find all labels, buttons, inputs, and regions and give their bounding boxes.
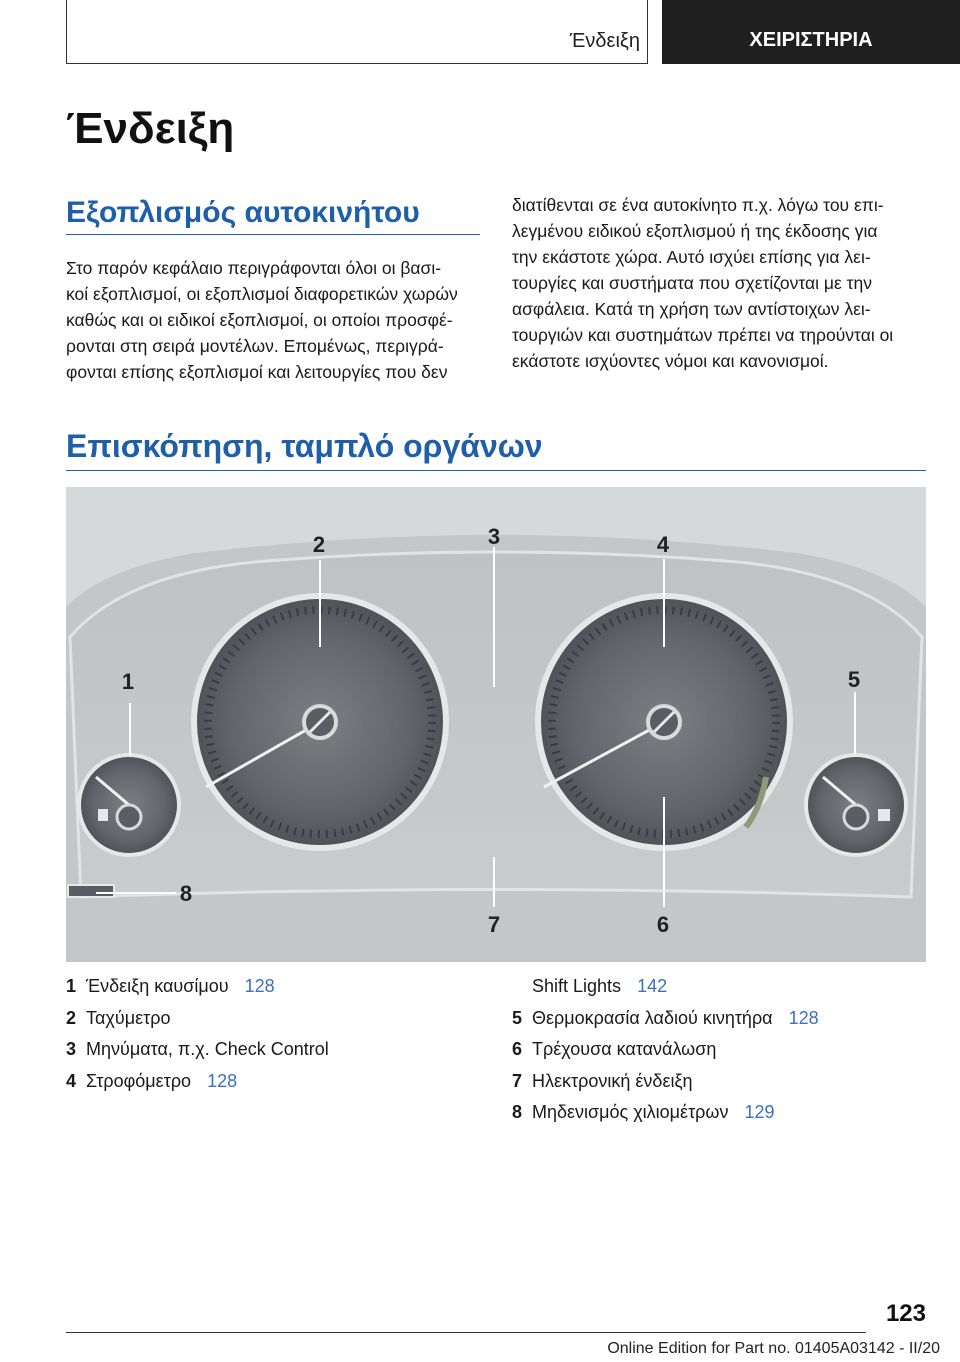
legend-item: 3 Μηνύματα, π.χ. Check Control bbox=[66, 1039, 329, 1060]
legend-item: 4 Στροφόμετρο 128 bbox=[66, 1070, 238, 1091]
header-chapter-tab[interactable]: ΧΕΙΡΙΣΤΗΡΙΑ bbox=[662, 0, 960, 64]
callout-6: 6 bbox=[656, 912, 670, 937]
legend-item: 7 Ηλεκτρονική ένδειξη bbox=[512, 1070, 693, 1091]
legend-right bbox=[512, 971, 819, 1129]
paragraph-col2: διατίθενται σε ένα αυτοκίνητο π.χ. λόγω του επι- λεγμένου ειδικού εξοπλισμού ή της έκδοσης για την εκάστοτε χώρα. Αυτό ισχύει επίσης για λει- τουργίες και συστήματα που σχετίζονται με την ασφάλεια. Κατά τη χρήση των αντίστοιχων λει- τουργιών και συστημάτων πρέπει να τηρούνται οι εκάστοτε ισχύοντες νόμοι και κανονισμοί. bbox=[512, 195, 894, 371]
legend-item: Shift Lights 142 bbox=[532, 976, 668, 997]
legend-item: 2 Ταχύμετρο bbox=[66, 1007, 171, 1028]
footer-rule bbox=[66, 1332, 866, 1333]
instrument-cluster-figure bbox=[66, 487, 926, 962]
section-rule bbox=[66, 470, 926, 471]
header-section-title: Ένδειξη bbox=[569, 30, 640, 52]
legend-item: 5 Θερμοκρασία λαδιού κινητήρα 128 bbox=[512, 1007, 819, 1028]
page-number: 123 bbox=[885, 1300, 926, 1327]
page-reference-link[interactable]: 142 bbox=[637, 976, 668, 997]
section-heading-overview: Επισκόπηση, ταμπλό οργάνων bbox=[66, 428, 543, 464]
callout-5: 5 bbox=[847, 667, 861, 692]
header-frame bbox=[66, 0, 648, 64]
callout-4: 4 bbox=[656, 532, 670, 557]
page-reference-link[interactable]: 128 bbox=[244, 976, 275, 997]
callout-8: 8 bbox=[179, 881, 193, 906]
instrument-cluster-illustration bbox=[66, 487, 926, 962]
fuel-gauge bbox=[79, 755, 179, 855]
page-reference-link[interactable]: 128 bbox=[788, 1007, 819, 1028]
footer-edition: Online Edition for Part no. 01405A03142 - II/20 bbox=[607, 1340, 940, 1357]
page-reference-link[interactable]: 128 bbox=[207, 1070, 238, 1091]
legend-item: 8 Μηδενισμός χιλιομέτρων 129 bbox=[512, 1102, 775, 1123]
legend-left bbox=[66, 971, 329, 1097]
section-rule bbox=[66, 234, 480, 235]
callout-3: 3 bbox=[487, 524, 501, 549]
callout-1: 1 bbox=[121, 669, 135, 694]
page-reference-link[interactable]: 129 bbox=[744, 1102, 775, 1123]
oil-temperature-gauge bbox=[806, 755, 906, 855]
odometer-reset-button bbox=[68, 885, 114, 897]
callout-2: 2 bbox=[312, 532, 326, 557]
section-heading-equipment: Εξοπλισμός αυτοκινήτου bbox=[66, 196, 420, 229]
legend-item: 1 Ένδειξη καυσίμου 128 bbox=[66, 976, 275, 997]
callout-7: 7 bbox=[487, 912, 501, 937]
paragraph-col1: Στο παρόν κεφάλαιο περιγράφονται όλοι οι βασι- κοί εξοπλισμοί, οι εξοπλισμοί διαφορετικών χωρών καθώς και οι ειδικοί εξοπλισμοί, οι οποίοι προσφέ- ρονται στη σειρά μοντέλων. Επομένως, περιγρά- φονται επίσης εξοπλισμοί και λειτουργίες που δεν bbox=[66, 258, 458, 382]
page-title: Ένδειξη bbox=[66, 104, 235, 153]
legend-item: 6 Τρέχουσα κατανάλωση bbox=[512, 1039, 717, 1060]
